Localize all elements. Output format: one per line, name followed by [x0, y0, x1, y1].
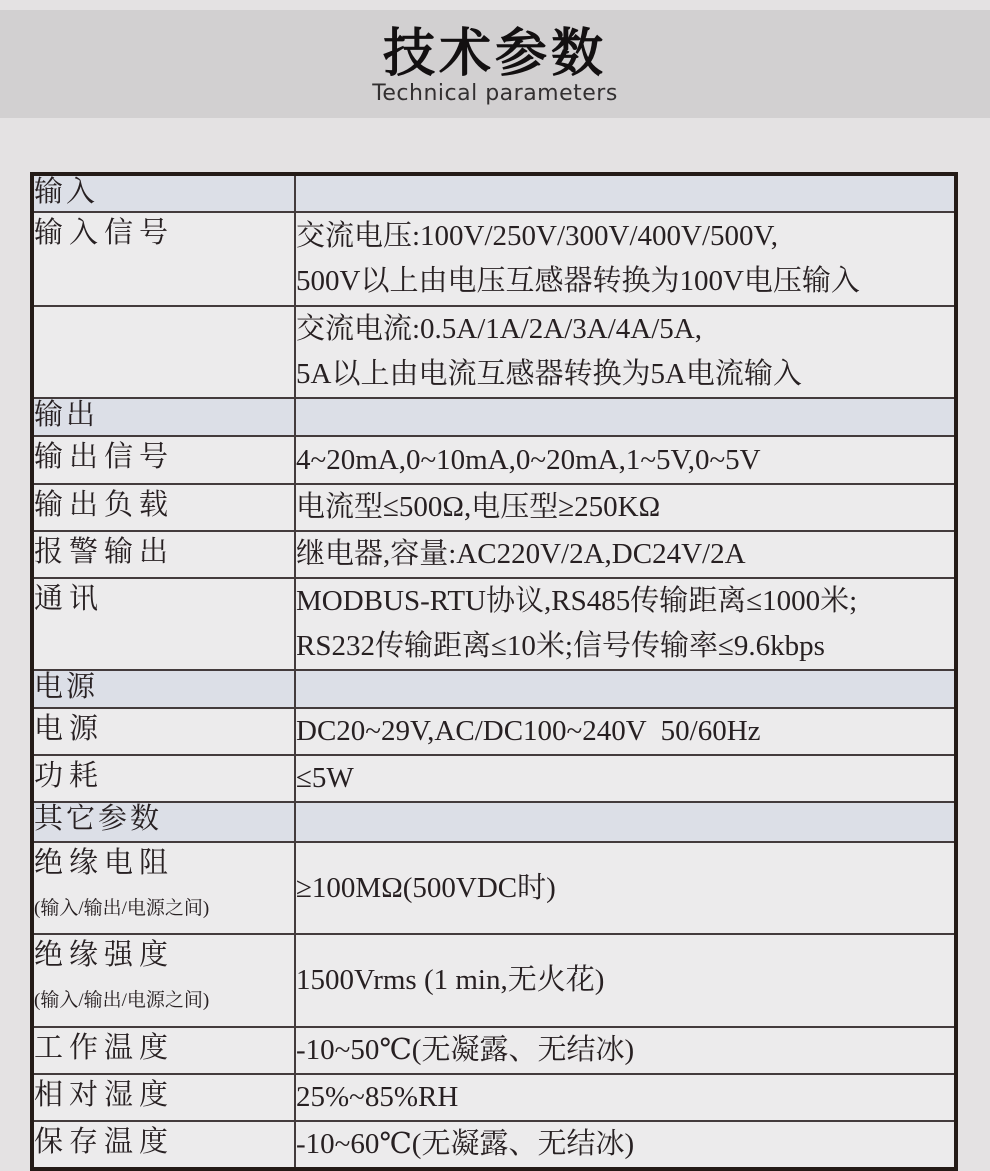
param-value-line1: -10~50℃(无凝露、无结冰)	[296, 1034, 635, 1066]
param-value-line2: RS232传输距离≤10米;信号传输率≤9.6kbps	[296, 630, 825, 662]
param-value-line1: 1500Vrms (1 min,无火花)	[296, 964, 605, 996]
param-name: 绝缘电阻	[34, 847, 175, 879]
param-name: 电源	[34, 713, 105, 745]
section-title-cell	[32, 802, 295, 842]
param-name-cell	[32, 306, 295, 398]
param-name: 输出信号	[34, 441, 175, 473]
param-name-cell	[32, 842, 295, 934]
param-value-line1: ≥100MΩ(500VDC时)	[296, 871, 556, 904]
param-row-input-current	[32, 306, 956, 398]
param-value-line1: -10~60℃(无凝露、无结冰)	[296, 1128, 635, 1160]
param-value-cell	[295, 1027, 956, 1074]
parameters-table	[30, 172, 958, 1171]
param-value-line1: DC20~29V,AC/DC100~240V 50/60Hz	[296, 715, 761, 747]
section-row-power	[32, 670, 956, 708]
page-title: 技术参数	[382, 24, 607, 84]
section-title-cell	[32, 174, 295, 212]
param-row-output-signal	[32, 436, 956, 484]
page-header	[0, 10, 990, 118]
param-value-cell	[295, 578, 956, 670]
param-value-line1: 交流电流:0.5A/1A/2A/3A/4A/5A,	[296, 313, 703, 345]
param-value-line1: MODBUS-RTU协议,RS485传输距离≤1000米;	[296, 585, 858, 617]
param-value-cell	[295, 708, 956, 755]
section-title: 其它参数	[34, 803, 163, 835]
param-name-cell	[32, 755, 295, 802]
param-row-working-temperature	[32, 1027, 956, 1074]
param-value-cell	[295, 531, 956, 578]
param-name: 工作温度	[34, 1032, 175, 1064]
param-row-insulation-strength	[32, 934, 956, 1027]
param-row-power-consumption	[32, 755, 956, 802]
param-value-cell	[295, 755, 956, 802]
param-value-line1: 25%~85%RH	[296, 1081, 459, 1113]
param-row-insulation-resistance	[32, 842, 956, 934]
section-title-cell	[32, 670, 295, 708]
param-row-input-signal	[32, 212, 956, 306]
param-name-cell	[32, 1074, 295, 1121]
section-title: 电源	[34, 671, 99, 703]
param-row-storage-temperature	[32, 1121, 956, 1169]
param-value-cell	[295, 1074, 956, 1121]
section-empty-cell	[295, 174, 956, 212]
param-value-cell	[295, 306, 956, 398]
param-name-note: (输入/输出/电源之间)	[34, 990, 210, 1011]
param-name-cell	[32, 1027, 295, 1074]
param-name-cell	[32, 212, 295, 306]
page-subtitle: Technical parameters	[372, 81, 618, 106]
param-name-cell	[32, 934, 295, 1027]
param-name: 通讯	[34, 583, 105, 615]
param-value-cell	[295, 212, 956, 306]
param-row-communication	[32, 578, 956, 670]
section-title: 输入	[34, 176, 99, 208]
param-name: 输入信号	[34, 217, 175, 249]
param-row-alarm-output	[32, 531, 956, 578]
param-value-cell	[295, 436, 956, 484]
param-row-output-load	[32, 484, 956, 531]
param-value-line1: 交流电压:100V/250V/300V/400V/500V,	[296, 220, 779, 252]
param-value-line1: 4~20mA,0~10mA,0~20mA,1~5V,0~5V	[296, 443, 761, 476]
param-row-relative-humidity	[32, 1074, 956, 1121]
param-name: 功耗	[34, 760, 105, 792]
param-name: 输出负载	[34, 489, 175, 521]
param-name-cell	[32, 1121, 295, 1169]
section-row-output	[32, 398, 956, 436]
param-name-cell	[32, 484, 295, 531]
section-title: 输出	[34, 399, 99, 431]
param-value-cell	[295, 1121, 956, 1169]
section-empty-cell	[295, 670, 956, 708]
param-value-cell	[295, 842, 956, 934]
param-name-note: (输入/输出/电源之间)	[34, 898, 210, 919]
param-value-cell	[295, 484, 956, 531]
param-value-line1: 电流型≤500Ω,电压型≥250KΩ	[296, 491, 661, 523]
param-name-cell	[32, 436, 295, 484]
section-row-input	[32, 174, 956, 212]
section-empty-cell	[295, 802, 956, 842]
section-title-cell	[32, 398, 295, 436]
param-name: 保存温度	[34, 1126, 175, 1158]
param-value-line1: ≤5W	[296, 762, 354, 794]
param-value-cell	[295, 934, 956, 1027]
param-row-power-supply	[32, 708, 956, 755]
param-name: 报警输出	[34, 536, 175, 568]
param-value-line1: 继电器,容量:AC220V/2A,DC24V/2A	[296, 538, 746, 570]
param-value-line2: 500V以上由电压互感器转换为100V电压输入	[296, 265, 860, 297]
param-name-cell	[32, 578, 295, 670]
param-name-cell	[32, 708, 295, 755]
param-name-cell	[32, 531, 295, 578]
param-name: 绝缘强度	[34, 939, 175, 971]
param-name: 相对湿度	[34, 1079, 175, 1111]
section-empty-cell	[295, 398, 956, 436]
section-row-other-params	[32, 802, 956, 842]
param-value-line2: 5A以上由电流互感器转换为5A电流输入	[296, 358, 802, 390]
